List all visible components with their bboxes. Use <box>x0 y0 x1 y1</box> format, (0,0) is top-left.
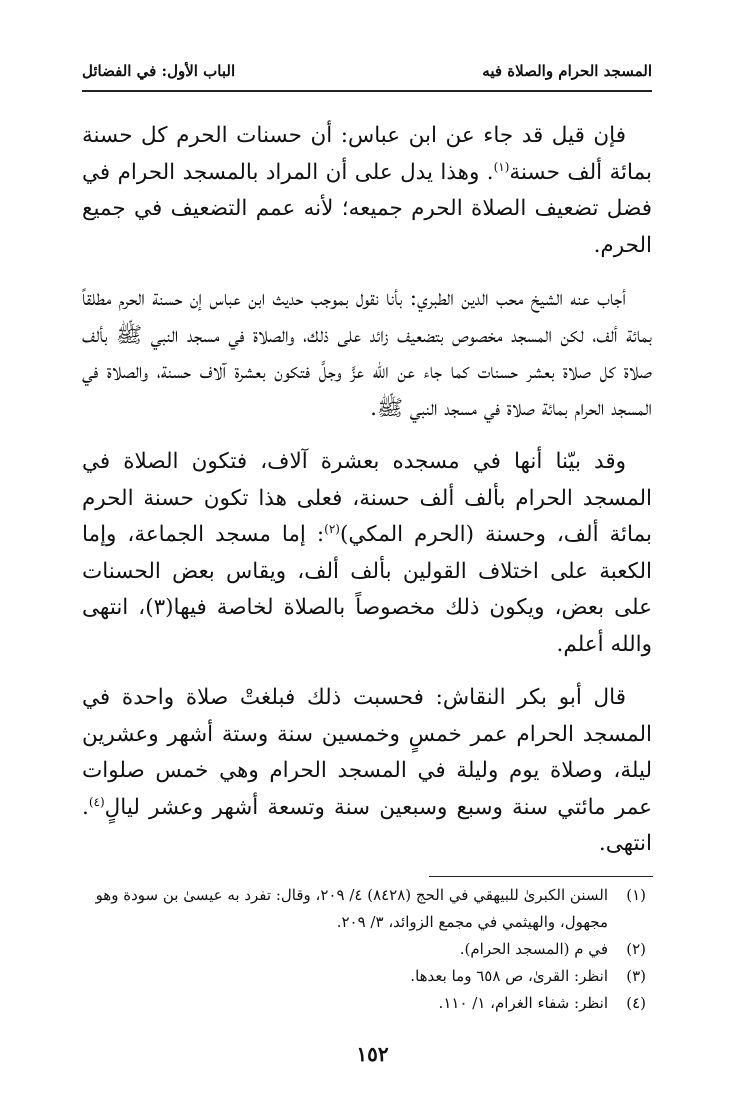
paragraph: فإن قيل قد جاء عن ابن عباس: أن حسنات الحرم كل حسنة بمائة ألف حسنة$^{(١)}$. وهذا يدل على أن المراد بالمسجد الحرام في فضل تضعيف الصلاة الحرم جميعه؛ لأنه عمم التضعيف في جميع الحرم. <box>82 123 652 258</box>
paragraph: أجاب عنه الشيخ محب الدين الطبري: بأنا نقول بموجب حديث ابن عباس إن حسنة الحرم مطلقاً بمائة ألف، لكن المسجد مخصوص بتضعيف زائد على ذلك، والصلاة في مسجد النبي ﷺ بألف صلاة كل صلاة بعشر حسنات كما جاء عن الله عزَّ وجلَّ فتكون بعشرة آلاف حسنة، والصلاة في المسجد الحرام بمائة صلاة في مسجد النبي ﷺ. <box>82 286 652 421</box>
footnote <box>82 990 652 1017</box>
footnote-number: (١) <box>626 886 646 904</box>
footnote <box>82 936 652 963</box>
footnotes <box>82 882 652 1017</box>
main-text <box>82 118 652 880</box>
footnote-number: (٤) <box>626 994 646 1012</box>
header-section-title: الباب الأول: في الفضائل <box>82 62 236 80</box>
page-number: ١٥٢ <box>356 1042 389 1066</box>
footnote-number: (٢) <box>626 940 646 958</box>
footnote-ref[interactable]: (١) <box>493 159 510 174</box>
running-header <box>82 56 652 92</box>
footnote-number: (٣) <box>626 967 646 985</box>
footnote <box>82 963 652 990</box>
footnote <box>82 882 652 936</box>
footnote-text: في م (المسجد الحرام). <box>459 940 608 958</box>
paragraph: وقد بيّنا أنها في مسجده بعشرة آلاف، فتكون الصلاة في المسجد الحرام بألف ألف حسنة، فعلى هذا تكون حسنة الحرم بمائة ألف، وحسنة (الحرم المكي)$^{(٢)}$: إما مسجد الجماعة، وإما الكعبة على اختلاف القولين بألف ألف، ويقاس بعض الحسنات على بعض، ويكون ذلك مخصوصاً بالصلاة لخاصة فيها(٣)، انتهى والله أعلم. <box>82 449 652 657</box>
footnote-text: انظر: القرىٰ، ص ٦٥٨ وما بعدها. <box>410 967 608 985</box>
footnote-ref[interactable]: (٢) <box>324 521 340 536</box>
footnote-text: السنن الكبرىٰ للبيهقي في الحج (٨٤٢٨) ٤/ ٢٠٩، وقال: تفرد به عيسىٰ بن سودة وهو مجهول، والهيثمي في مجمع الزوائد، ٣/ ٢٠٩. <box>95 886 608 931</box>
header-chapter-title: المسجد الحرام والصلاة فيه <box>482 62 652 80</box>
paragraph: قال أبو بكر النقاش: فحسبت ذلك فبلغتْ صلاة واحدة في المسجد الحرام عمر خمسٍ وخمسين سنة وستة أشهر وعشرين ليلة، وصلاة يوم وليلة في المسجد الحرام وهي خمس صلوات عمر مائتي سنة وسبع وسبعين سنة وتسعة أشهر وعشر ليالٍ$^{(٤)}$. انتهى. <box>82 685 652 856</box>
footnote-ref[interactable]: (٤) <box>88 794 105 809</box>
footnote-text: انظر: شفاء الغرام، ١/ ١١٠. <box>438 994 608 1012</box>
footnote-divider <box>429 876 653 877</box>
